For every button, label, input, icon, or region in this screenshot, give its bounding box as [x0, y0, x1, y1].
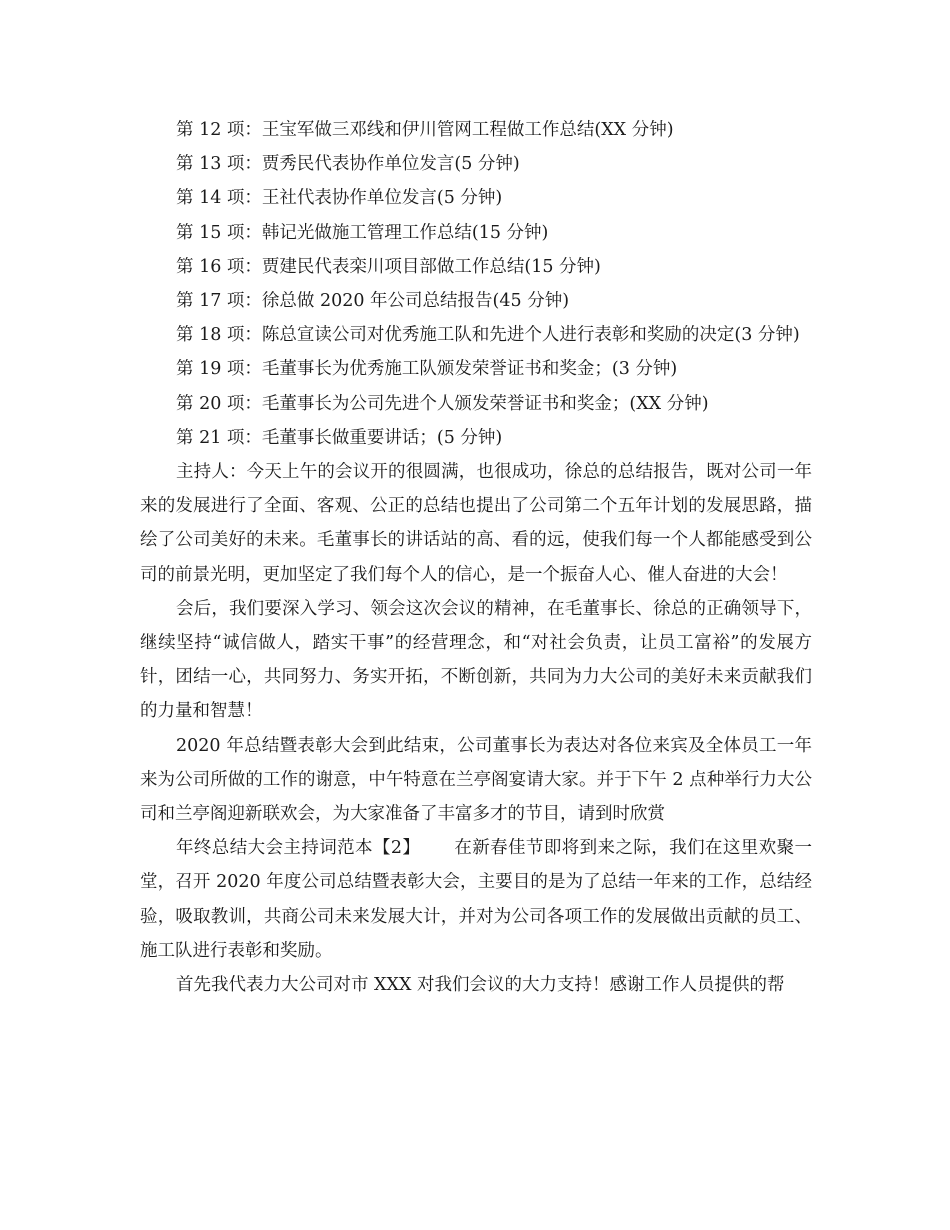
banquet-paragraph: 2020 年总结暨表彰大会到此结束，公司董事长为表达对各位来宾及全体员工一年来为公司所做的工作的谢意，中午特意在兰亭阁宴请大家。并于下午 2 点种举行力大公司和兰亭阁迎新联欢会，为大家准备了丰富多才的节目，请到时欣赏 — [140, 735, 812, 825]
section-2-paragraph — [140, 831, 812, 968]
agenda-item-15: 第 15 项：韩记光做施工管理工作总结(15 分钟) — [176, 222, 549, 243]
agenda-item-14: 第 14 项：王社代表协作单位发言(5 分钟) — [176, 188, 503, 209]
agenda-item-21: 第 21 项：毛董事长做重要讲话；(5 分钟) — [176, 427, 503, 448]
agenda-item-20: 第 20 项：毛董事长为公司先进个人颁发荣誉证书和奖金；(XX 分钟) — [176, 393, 709, 414]
agenda-item-12: 第 12 项：王宝军做三邓线和伊川管网工程做工作总结(XX 分钟) — [176, 120, 674, 140]
thanks-paragraph: 首先我代表力大公司对市 XXX 对我们会议的大力支持！感谢工作人员提供的帮 — [176, 975, 785, 996]
agenda-item-18: 第 18 项：陈总宣读公司对优秀施工队和先进个人进行表彰和奖励的决定(3 分钟) — [176, 325, 800, 346]
agenda-item-13: 第 13 项：贾秀民代表协作单位发言(5 分钟) — [176, 154, 520, 175]
agenda-item-19: 第 19 项：毛董事长为优秀施工队颁发荣誉证书和奖金；(3 分钟) — [176, 359, 678, 380]
host-closing-paragraph: 主持人：今天上午的会议开的很圆满，也很成功，徐总的总结报告，既对公司一年来的发展进行了全面、客观、公正的总结也提出了公司第二个五年计划的发展思路，描绘了公司美好的未来。毛董事长的讲话站的高、看的远，使我们每一个人都能感受到公司的前景光明，更加坚定了我们每个人的信心，是一个振奋人心、催人奋进的大会！ — [140, 462, 812, 585]
agenda-item-16: 第 16 项：贾建民代表栾川项目部做工作总结(15 分钟) — [176, 256, 601, 277]
agenda-item-17: 第 17 项：徐总做 2020 年公司总结报告(45 分钟) — [176, 291, 570, 312]
section-2-intro: 在新春佳节即将到来之际，我们在这里欢聚一堂，召开 2020 年度公司总结暨表彰大会，主要目的是为了总结一年来的工作，总结经验，吸取教训，共商公司未来发展大计，并对为公司各项工作的发展做出贡献的员工、施工队进行表彰和奖励。 — [140, 838, 813, 961]
section-2-heading: 年终总结大会主持词范本【2】 — [176, 838, 421, 859]
document-page — [140, 113, 812, 1002]
after-meeting-paragraph: 会后，我们要深入学习、领会这次会议的精神，在毛董事长、徐总的正确领导下，继续坚持“诚信做人，踏实干事”的经营理念，和“对社会负责，让员工富裕”的发展方针，团结一心，共同努力、务实开拓，不断创新，共同为力大公司的美好未来贡献我们的力量和智慧！ — [140, 598, 812, 722]
